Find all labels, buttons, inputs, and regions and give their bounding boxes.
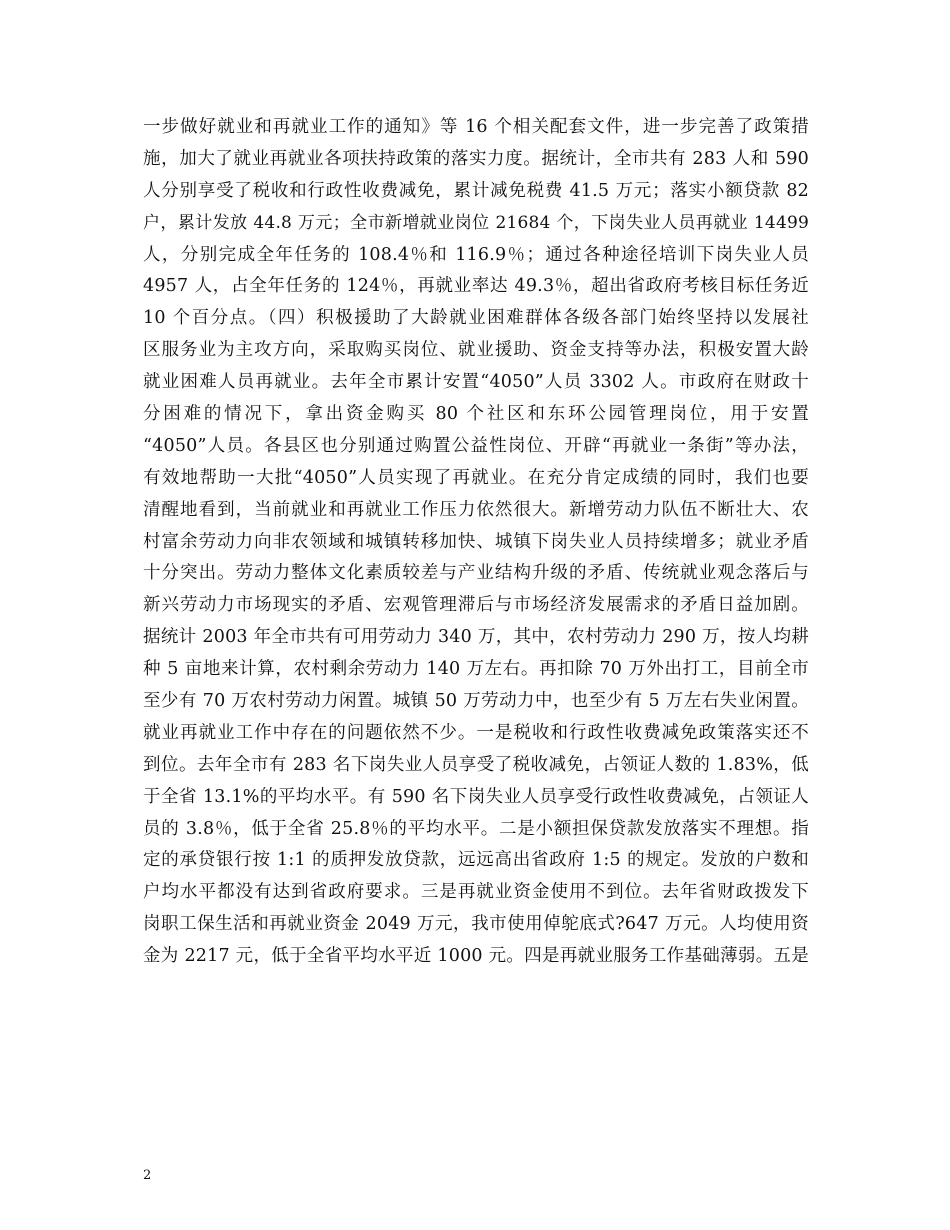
body-text <box>143 112 809 973</box>
text-line: 就业再就业工作中存在的问题依然不少。一是税收和行政性收费减免政策落实还不 <box>143 722 809 743</box>
text-line: 种 5 亩地来计算，农村剩余劳动力 140 万左右。再扣除 70 万外出打工，目前全市 <box>143 659 809 680</box>
text-line: 到位。去年全市有 283 名下岗失业人员享受了税收减免，占领证人数的 1.83%，低 <box>143 754 809 775</box>
text-line: 户均水平都没有达到省政府要求。三是再就业资金使用不到位。去年省财政拨发下 <box>143 882 809 903</box>
text-line: 新兴劳动力市场现实的矛盾、宏观管理滞后与市场经济发展需求的矛盾日益加剧。 <box>143 595 809 616</box>
text-line: 岗职工保生活和再就业资金 2049 万元，我市使用倬鸵底式?647 万元。人均使用资 <box>143 914 809 935</box>
text-line: 有效地帮助一大批“4050”人员实现了再就业。在充分肯定成绩的同时，我们也要 <box>143 467 809 488</box>
page-number: 2 <box>143 1168 152 1183</box>
text-line: 人，分别完成全年任务的 108.4％和 116.9％；通过各种途径培训下岗失业人员 <box>143 244 809 265</box>
text-line: 户，累计发放 44.8 万元；全市新增就业岗位 21684 个，下岗失业人员再就业 14499 <box>143 212 809 233</box>
text-line: 就业困难人员再就业。去年全市累计安置“4050”人员 3302 人。市政府在财政十 <box>143 372 809 393</box>
text-line: 金为 2217 元，低于全省平均水平近 1000 元。四是再就业服务工作基础薄弱。五是 <box>143 946 809 967</box>
text-line: “4050”人员。各县区也分别通过购置公益性岗位、开辟“再就业一条街”等办法， <box>143 435 809 456</box>
text-line: 十分突出。劳动力整体文化素质较差与产业结构升级的矛盾、传统就业观念落后与 <box>143 563 809 584</box>
text-line: 于全省 13.1%的平均水平。有 590 名下岗失业人员享受行政性收费减免，占领证人 <box>143 786 809 807</box>
text-line: 一步做好就业和再就业工作的通知》等 16 个相关配套文件，进一步完善了政策措 <box>143 117 809 137</box>
text-line: 4957 人，占全年任务的 124％，再就业率达 49.3％，超出省政府考核目标任务近 <box>143 276 809 297</box>
text-line: 定的承贷银行按 1:1 的质押发放贷款，远远高出省政府 1:5 的规定。发放的户数和 <box>143 850 809 871</box>
text-line: 人分别享受了税收和行政性收费减免，累计减免税费 41.5 万元；落实小额贷款 82 <box>143 180 809 201</box>
text-line: 区服务业为主攻方向，采取购买岗位、就业援助、资金支持等办法，积极安置大龄 <box>143 340 809 361</box>
text-line: 村富余劳动力向非农领域和城镇转移加快、城镇下岗失业人员持续增多；就业矛盾 <box>143 531 809 552</box>
text-line: 清醒地看到，当前就业和再就业工作压力依然很大。新增劳动力队伍不断壮大、农 <box>143 499 809 520</box>
text-line: 施，加大了就业再就业各项扶持政策的落实力度。据统计，全市共有 283 人和 590 <box>143 148 809 169</box>
text-line: 10 个百分点。（四）积极援助了大龄就业困难群体各级各部门始终坚持以发展社 <box>143 308 809 329</box>
text-line: 分困难的情况下，拿出资金购买 80 个社区和东环公园管理岗位，用于安置 <box>143 404 809 425</box>
text-line: 至少有 70 万农村劳动力闲置。城镇 50 万劳动力中，也至少有 5 万左右失业闲置。 <box>143 691 809 712</box>
text-line: 据统计 2003 年全市共有可用劳动力 340 万，其中，农村劳动力 290 万，按人均耕 <box>143 627 809 648</box>
text-line: 员的 3.8％，低于全省 25.8％的平均水平。二是小额担保贷款发放落实不理想。指 <box>143 818 809 839</box>
